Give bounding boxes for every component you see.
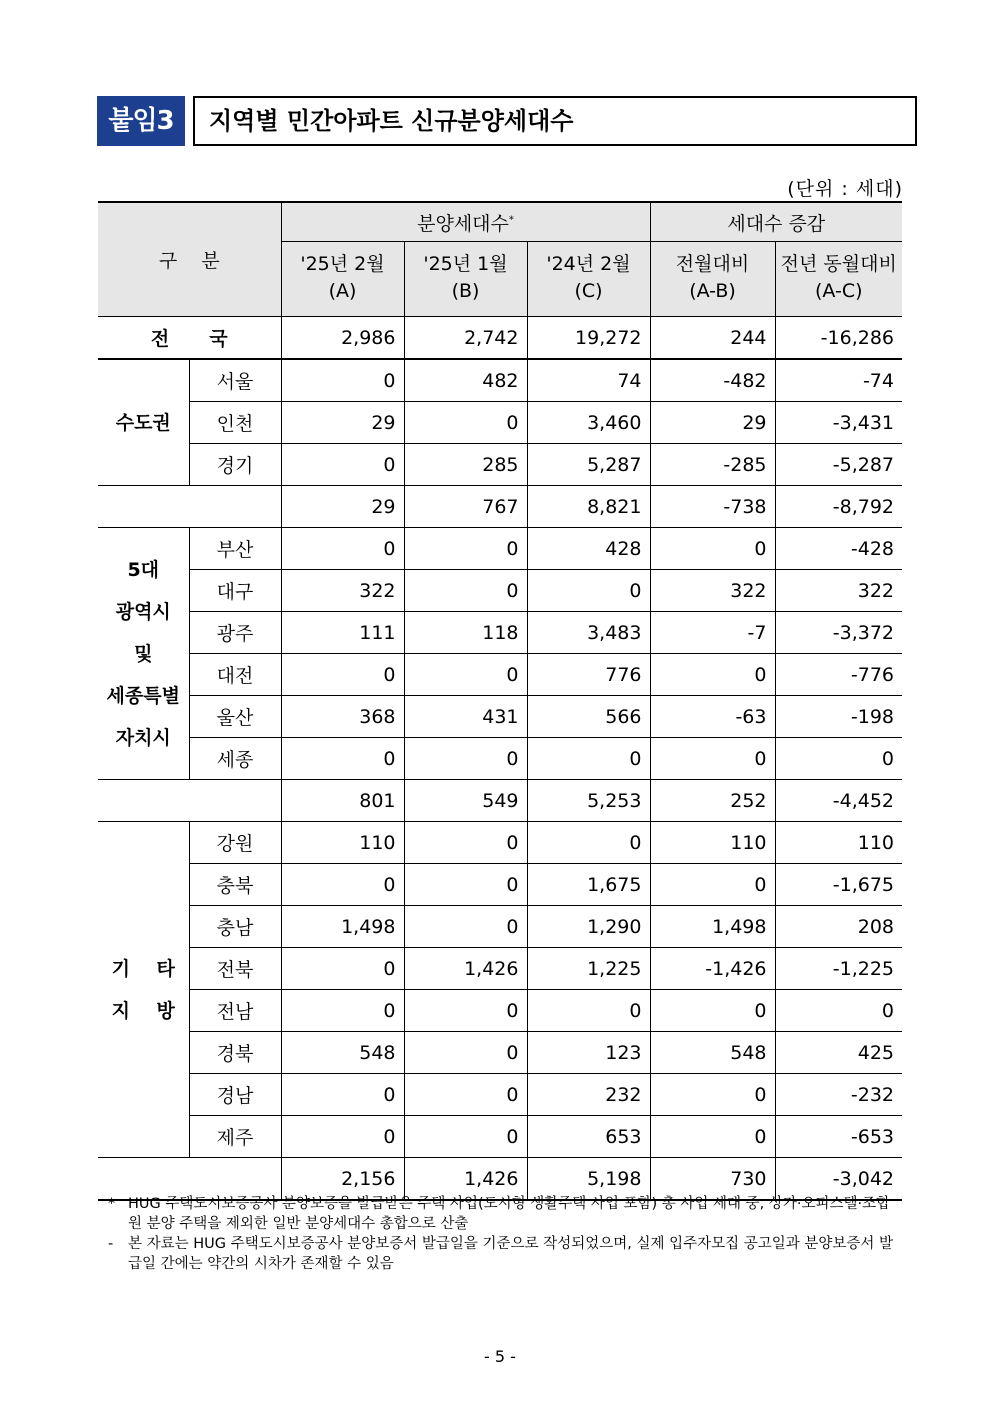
value-cell: 653 — [527, 1116, 650, 1158]
value-cell: -232 — [775, 1074, 902, 1116]
value-cell: -4,452 — [775, 780, 902, 822]
region-name: 제주 — [189, 1116, 281, 1158]
value-cell: 549 — [404, 780, 527, 822]
value-cell: 0 — [404, 528, 527, 570]
value-cell: 0 — [404, 738, 527, 780]
region-group-line: 지 방 — [111, 999, 175, 1022]
supply-table — [98, 201, 902, 1201]
region-name: 대구 — [189, 570, 281, 612]
table-row — [98, 612, 902, 654]
value-cell: -5,287 — [775, 444, 902, 486]
value-cell: 548 — [281, 1032, 404, 1074]
value-cell: 252 — [650, 780, 775, 822]
region-name: 전북 — [189, 948, 281, 990]
value-cell: 8,821 — [527, 486, 650, 528]
region-name: 광주 — [189, 612, 281, 654]
region-group-label — [98, 359, 189, 486]
value-cell: -3,372 — [775, 612, 902, 654]
value-cell: 5,253 — [527, 780, 650, 822]
subtotal-label — [98, 486, 281, 528]
value-cell: -198 — [775, 696, 902, 738]
value-cell: 1,498 — [650, 906, 775, 948]
value-cell: -285 — [650, 444, 775, 486]
table-header — [98, 202, 902, 317]
group-header-change: 세대수 증감 — [650, 202, 902, 242]
table-row — [98, 359, 902, 402]
value-cell: -653 — [775, 1116, 902, 1158]
column-header: '25년 2월 — [281, 242, 404, 279]
region-group-line: 5대 — [127, 558, 160, 581]
value-cell: -738 — [650, 486, 775, 528]
value-cell: 566 — [527, 696, 650, 738]
value-cell: 0 — [281, 444, 404, 486]
footnote: * HUG 주택도시보증공사 분양보증을 발급받은 주택 사업(도시형 생활주택 사업 포함) 총 사업 세대 중, 상가·오피스텔·조합원 분양 주택을 제외한 일반 분양세대수 총합으로 산출 — [108, 1196, 891, 1232]
value-cell: 0 — [650, 990, 775, 1032]
value-cell: 110 — [281, 822, 404, 864]
table-row — [98, 738, 902, 780]
value-cell: 368 — [281, 696, 404, 738]
region-name: 경북 — [189, 1032, 281, 1074]
value-cell: -3,431 — [775, 402, 902, 444]
value-cell: 0 — [650, 1074, 775, 1116]
value-cell: 2,986 — [281, 317, 404, 360]
region-name: 경기 — [189, 444, 281, 486]
unit-label: (단위 : 세대) — [787, 178, 903, 200]
value-cell: -63 — [650, 696, 775, 738]
value-cell: 29 — [650, 402, 775, 444]
value-cell: 0 — [650, 1116, 775, 1158]
value-cell: 0 — [404, 570, 527, 612]
region-group-line: 및 — [134, 642, 153, 665]
column-subheader: (A-C) — [775, 278, 902, 317]
value-cell: -1,426 — [650, 948, 775, 990]
value-cell: 0 — [404, 1032, 527, 1074]
value-cell: 0 — [650, 738, 775, 780]
value-cell: 0 — [404, 822, 527, 864]
table-row — [98, 822, 902, 864]
value-cell: 801 — [281, 780, 404, 822]
value-cell: 74 — [527, 359, 650, 402]
column-subheader: (C) — [527, 278, 650, 317]
value-cell: 1,675 — [527, 864, 650, 906]
value-cell: 111 — [281, 612, 404, 654]
value-cell: 322 — [281, 570, 404, 612]
table-row — [98, 570, 902, 612]
table-row-subtotal — [98, 780, 902, 822]
value-cell: 0 — [650, 654, 775, 696]
category-header: 구 분 — [98, 202, 281, 317]
value-cell: 1,426 — [404, 948, 527, 990]
value-cell: -3,042 — [775, 1158, 902, 1201]
page-title: 지역별 민간아파트 신규분양세대수 — [193, 96, 917, 146]
value-cell: 0 — [527, 822, 650, 864]
value-cell: 776 — [527, 654, 650, 696]
value-cell: 0 — [281, 1074, 404, 1116]
table-row-national — [98, 317, 902, 360]
value-cell: -428 — [775, 528, 902, 570]
value-cell: 118 — [404, 612, 527, 654]
value-cell: 244 — [650, 317, 775, 360]
value-cell: 5,287 — [527, 444, 650, 486]
value-cell: 2,742 — [404, 317, 527, 360]
value-cell: 322 — [650, 570, 775, 612]
region-name: 충북 — [189, 864, 281, 906]
table-row — [98, 444, 902, 486]
value-cell: 0 — [404, 402, 527, 444]
value-cell: 425 — [775, 1032, 902, 1074]
value-cell: 0 — [527, 738, 650, 780]
region-group-label — [98, 822, 189, 1158]
value-cell: 428 — [527, 528, 650, 570]
table-body — [98, 317, 902, 1201]
value-cell: 0 — [404, 654, 527, 696]
region-group-line: 세종특별 — [106, 684, 180, 707]
column-header: 전년 동월대비 — [775, 242, 902, 279]
value-cell: 110 — [650, 822, 775, 864]
table-row — [98, 1116, 902, 1158]
value-cell: 0 — [404, 1074, 527, 1116]
value-cell: 232 — [527, 1074, 650, 1116]
footnotes — [108, 1194, 898, 1274]
column-header: '25년 1월 — [404, 242, 527, 279]
value-cell: 0 — [281, 738, 404, 780]
value-cell: -776 — [775, 654, 902, 696]
subtotal-label — [98, 780, 281, 822]
value-cell: 0 — [404, 906, 527, 948]
table-row — [98, 1074, 902, 1116]
value-cell: 0 — [650, 864, 775, 906]
value-cell: 0 — [281, 990, 404, 1032]
table-row — [98, 864, 902, 906]
value-cell: 0 — [775, 738, 902, 780]
column-header: 전월대비 — [650, 242, 775, 279]
region-name: 대전 — [189, 654, 281, 696]
value-cell: 767 — [404, 486, 527, 528]
column-header: '24년 2월 — [527, 242, 650, 279]
region-name: 부산 — [189, 528, 281, 570]
region-name: 강원 — [189, 822, 281, 864]
value-cell: 3,483 — [527, 612, 650, 654]
value-cell: 0 — [404, 1116, 527, 1158]
region-group-line: 자치시 — [115, 726, 171, 749]
national-label: 전국 — [98, 317, 281, 360]
value-cell: 548 — [650, 1032, 775, 1074]
value-cell: 1,426 — [404, 1158, 527, 1201]
region-name: 충남 — [189, 906, 281, 948]
value-cell: 322 — [775, 570, 902, 612]
table-row — [98, 990, 902, 1032]
value-cell: -1,675 — [775, 864, 902, 906]
value-cell: 482 — [404, 359, 527, 402]
value-cell: 2,156 — [281, 1158, 404, 1201]
region-name: 경남 — [189, 1074, 281, 1116]
region-name: 인천 — [189, 402, 281, 444]
value-cell: 1,498 — [281, 906, 404, 948]
region-name: 세종 — [189, 738, 281, 780]
table-row — [98, 402, 902, 444]
value-cell: 0 — [281, 1116, 404, 1158]
value-cell: 123 — [527, 1032, 650, 1074]
value-cell: 0 — [527, 570, 650, 612]
value-cell: 0 — [404, 864, 527, 906]
value-cell: -8,792 — [775, 486, 902, 528]
table-row — [98, 1032, 902, 1074]
value-cell: 110 — [775, 822, 902, 864]
value-cell: 0 — [281, 948, 404, 990]
value-cell: -7 — [650, 612, 775, 654]
group-header-supply: 분양세대수* — [281, 202, 650, 242]
value-cell: 1,290 — [527, 906, 650, 948]
attachment-badge: 붙임3 — [97, 96, 185, 146]
table-row — [98, 948, 902, 990]
table-row-subtotal — [98, 486, 902, 528]
value-cell: -74 — [775, 359, 902, 402]
region-group-line: 수도권 — [115, 411, 171, 434]
value-cell: 0 — [650, 528, 775, 570]
value-cell: 208 — [775, 906, 902, 948]
value-cell: 0 — [527, 990, 650, 1032]
region-name: 서울 — [189, 359, 281, 402]
region-name: 울산 — [189, 696, 281, 738]
column-subheader: (A-B) — [650, 278, 775, 317]
table-row — [98, 696, 902, 738]
region-group-line: 광역시 — [115, 600, 171, 623]
value-cell: 0 — [775, 990, 902, 1032]
value-cell: 0 — [281, 528, 404, 570]
value-cell: 1,225 — [527, 948, 650, 990]
column-subheader: (A) — [281, 278, 404, 317]
title-bar — [97, 96, 903, 148]
column-subheader: (B) — [404, 278, 527, 317]
value-cell: 0 — [281, 864, 404, 906]
table-row — [98, 654, 902, 696]
value-cell: -16,286 — [775, 317, 902, 360]
value-cell: 29 — [281, 486, 404, 528]
table-row — [98, 528, 902, 570]
value-cell: 730 — [650, 1158, 775, 1201]
region-group-line: 기 타 — [111, 957, 175, 980]
value-cell: 0 — [281, 359, 404, 402]
value-cell: 3,460 — [527, 402, 650, 444]
value-cell: 431 — [404, 696, 527, 738]
region-name: 전남 — [189, 990, 281, 1032]
value-cell: -482 — [650, 359, 775, 402]
footnote: - 본 자료는 HUG 주택도시보증공사 분양보증서 발급일을 기준으로 작성되었으며, 실제 입주자모집 공고일과 분양보증서 발급일 간에는 약간의 시차가 존재할 수 있음 — [108, 1236, 894, 1272]
value-cell: 29 — [281, 402, 404, 444]
value-cell: -1,225 — [775, 948, 902, 990]
value-cell: 5,198 — [527, 1158, 650, 1201]
value-cell: 285 — [404, 444, 527, 486]
table-row — [98, 906, 902, 948]
page-number: - 5 - — [484, 1347, 516, 1366]
region-group-label — [98, 528, 189, 780]
value-cell: 0 — [281, 654, 404, 696]
value-cell: 0 — [404, 990, 527, 1032]
value-cell: 19,272 — [527, 317, 650, 360]
